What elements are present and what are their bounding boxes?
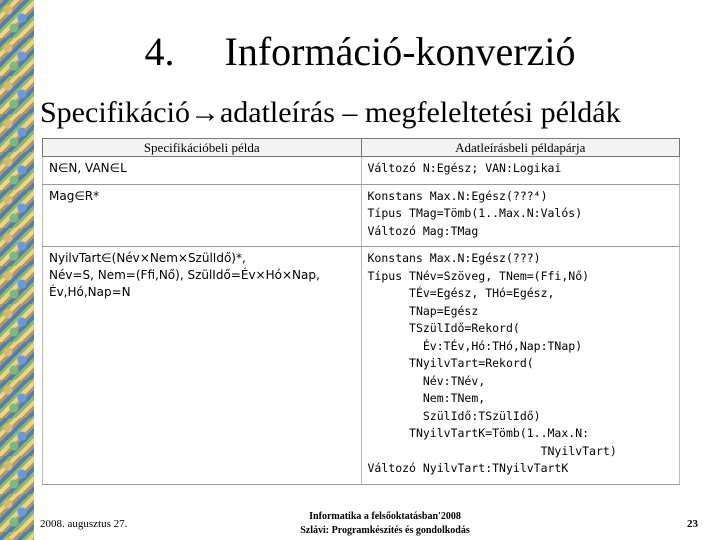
header-spec: Specifikációbeli példa [43, 139, 362, 157]
spec-line: Év,Hó,Nap=N [49, 285, 131, 299]
spec-cell [43, 157, 362, 185]
decorative-side-strip [0, 0, 34, 540]
slide-subtitle: Specifikáció→adatleírás – megfeleltetési példák [40, 96, 621, 129]
page-number: 23 [687, 518, 698, 530]
data-cell: Változó N:Egész; VAN:Logikai [361, 157, 680, 185]
footer-center-line: Szlávi: Programkészítés és gondolkodás [300, 525, 470, 536]
data-cell: Konstans Max.N:Egész(???⁴) Típus TMag=Tömb(1..Max.N:Valós) Változó Mag:TMag [361, 184, 680, 247]
table-header-row [43, 139, 680, 157]
data-cell: Konstans Max.N:Egész(???) Típus TNév=Szöveg, TNem=(Ffi,Nő) TÉv=Egész, THó=Egész, TNap=Egész TSzülIdő=Rekord( Év:TÉv,Hó:THó,Nap:TNap) TNyilvTart=Rekord( Név:TNév, Nem:TNem, SzülIdő:TSzülIdő) TNyilvTartK=Tömb(1..Max.N: TNyilvTart) Változó NyilvTart:TNyilvTartK [361, 247, 680, 485]
footer-date: 2008. augusztus 27. [40, 518, 128, 530]
footer-center [250, 510, 520, 538]
spec-cell [43, 247, 362, 485]
slide-title: 4. Információ-konverzió [144, 29, 576, 74]
spec-line: Mag∈R* [49, 188, 100, 203]
table-row [43, 184, 680, 247]
spec-line: N∈N, VAN∈L [49, 161, 127, 175]
spec-cell [43, 184, 362, 247]
example-table [42, 138, 680, 485]
table-row [43, 157, 680, 185]
table-row [43, 247, 680, 485]
header-data: Adatleírásbeli példapárja [361, 139, 680, 157]
footer-center-line: Informatika a felsőoktatásban'2008 [309, 511, 461, 522]
spec-line: NyilvTart∈(Név×Nem×SzülIdő)*, [49, 251, 246, 265]
spec-line: Név=S, Nem=(Ffi,Nő), SzülIdő=Év×Hó×Nap, [49, 268, 320, 282]
